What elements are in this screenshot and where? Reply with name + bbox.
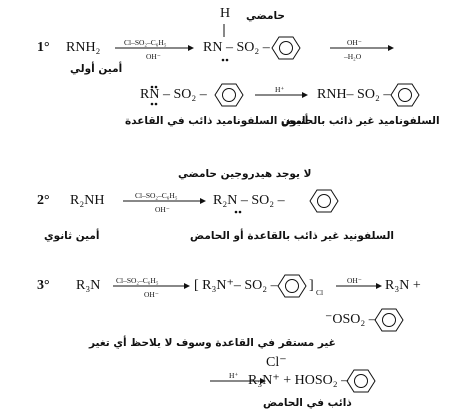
benzene-ring-r3-byproduct <box>375 309 403 331</box>
reaction-1-acid-product-label: السلفوناميد غير ذائب بالحامض <box>281 115 440 127</box>
reaction-1-reagent-below: OH⁻ <box>146 52 161 61</box>
benzene-ring-r1-anion <box>215 84 243 106</box>
reaction-3-number: 3° <box>37 278 50 293</box>
arrow-r1-base <box>330 45 394 51</box>
reaction-3-reactant: R₃N <box>76 278 101 293</box>
reaction-1-reactant-label: أمين أولي <box>70 63 123 75</box>
reaction-1-number: 1° <box>37 40 50 55</box>
reaction-3-salt: [ R₃N⁺– SO₂ – <box>194 278 278 293</box>
reaction-2-reagent-below: OH⁻ <box>155 205 170 214</box>
reaction-1-base-above: OH⁻ <box>347 38 362 47</box>
reaction-1-anion-label: أنيون السلفوناميد ذائب في القاعدة <box>125 115 309 127</box>
benzene-ring-r1-product <box>272 37 300 59</box>
reaction-1-acidic-h: H <box>220 6 231 21</box>
reaction-2-product: R₂N – SO₂ – <box>213 193 285 208</box>
reaction-2-reactant: R₂NH <box>70 193 105 208</box>
reaction-3-salt-counterion: Cl <box>316 288 324 297</box>
reaction-3-salt-bracket: ] <box>309 278 314 293</box>
reaction-3-base-above: OH⁻ <box>347 276 362 285</box>
reaction-2-number: 2° <box>37 193 50 208</box>
reaction-3-acid-chloride: Cl⁻ <box>266 355 287 370</box>
reaction-2-note: لا يوجد هيدروجين حامضي <box>178 168 312 180</box>
reaction-1-acid-above: H⁺ <box>275 85 285 94</box>
benzene-ring-r1-sulfonamide <box>391 84 419 106</box>
reaction-1-reactant: RNH₂ <box>66 40 101 55</box>
reaction-2-reagent-above: Cl–SO₂–C₆H₅ <box>135 191 178 200</box>
reaction-3-base-product: R₃N + <box>385 278 421 293</box>
reaction-1-reagent-above: Cl–SO₂–C₆H₅ <box>124 38 167 47</box>
benzene-ring-r3-salt <box>278 275 306 297</box>
benzene-ring-r2-product <box>310 190 338 212</box>
reaction-1-product: RN – SO₂ – <box>203 40 270 55</box>
reaction-1-acidic-h-label: حامضي <box>246 10 285 22</box>
reaction-1-anion: RN – SO₂ – <box>140 87 207 102</box>
reaction-3-acid-above: H⁺ <box>229 371 239 380</box>
reaction-2-reactant-label: أمين ثانوي <box>44 230 100 242</box>
reaction-3-base-byproduct: ⁻OSO₂ – <box>325 312 376 327</box>
reaction-3-reagent-above: Cl–SO₂–C₆H₅ <box>116 276 159 285</box>
reaction-1-base-below: –H₂O <box>344 52 362 61</box>
reaction-3-acid-label: ذائب في الحامض <box>263 397 352 409</box>
reaction-3-note: غير مستقر في القاعدة وسوف لا يلاحظ أي تغير <box>89 337 336 349</box>
reaction-3-reagent-below: OH⁻ <box>144 290 159 299</box>
benzene-ring-r3-acid <box>347 370 375 392</box>
reaction-2-product-label: السلفونيد غير ذائب بالقاعدة أو الحامض <box>190 230 395 242</box>
reaction-3-acid-product: R₃N⁺ + HOSO₂ – <box>248 373 349 388</box>
reaction-1-acid-product: RNH– SO₂ – <box>317 87 391 102</box>
